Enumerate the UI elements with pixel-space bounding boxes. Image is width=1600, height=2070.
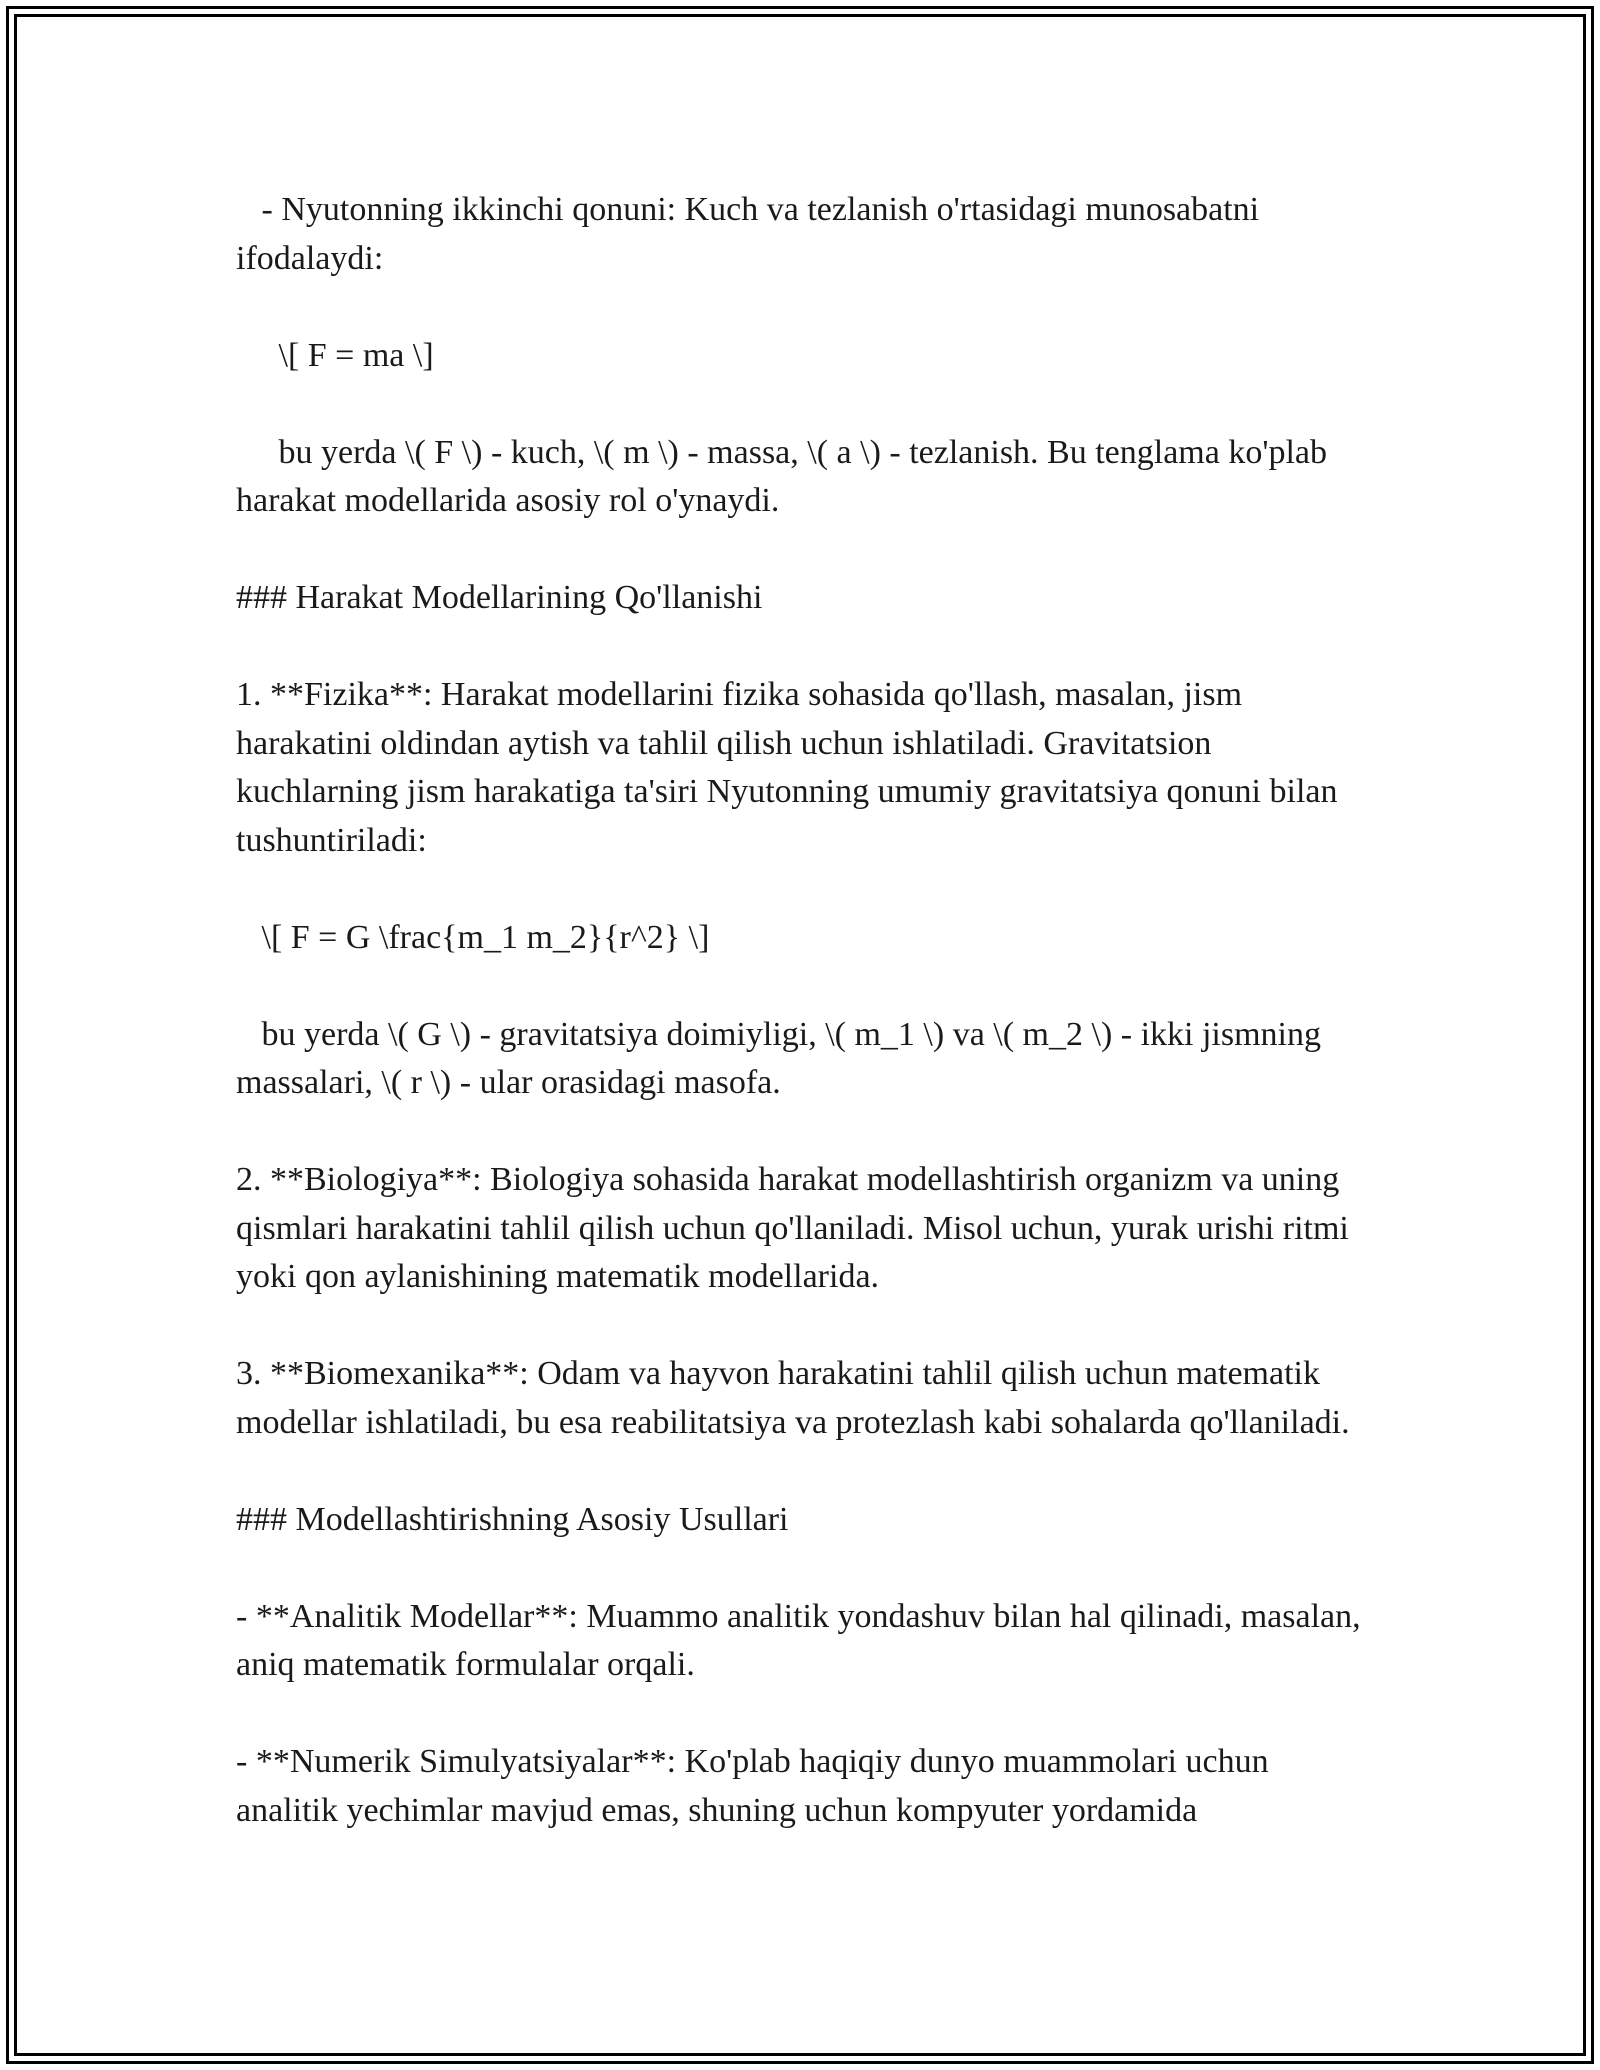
paragraph-spacer (236, 1544, 1366, 1593)
paragraph-spacer (236, 1447, 1366, 1496)
equation-gravitation: \[ F = G \frac{m_1 m_2}{r^2} \] (236, 918, 710, 956)
paragraph-force-definitions: bu yerda \( F \) - kuch, \( m \) - massa, \( a \) - tezlanish. Bu tenglama ko'plab harakat modellarida asosiy rol o'ynaydi. (236, 433, 1336, 519)
paragraph-spacer (236, 283, 1366, 332)
list-item-biomechanics: 3. **Biomexanika**: Odam va hayvon harakatini tahlil qilish uchun matematik modellar ishlatiladi, bu esa reabilitatsiya va protezlash kabi sohalarda qo'llaniladi. (236, 1355, 1350, 1441)
section-heading-applications: ### Harakat Modellarining Qo'llanishi (236, 579, 763, 616)
paragraph-spacer (236, 1302, 1366, 1351)
list-item-physics: 1. **Fizika**: Harakat modellarini fizika sohasida qo'llash, masalan, jism harakatini oldindan aytish va tahlil qilish uchun ishlatiladi. Gravitatsion kuchlarning jism harakatiga ta'siri Nyutonning umumiy gravitatsiya qonuni bilan tushuntiriladi: (236, 676, 1346, 859)
list-item-biology: 2. **Biologiya**: Biologiya sohasida harakat modellashtirish organizm va uning qismlari harakatini tahlil qilish uchun qo'llaniladi. Misol uchun, yurak urishi ritmi yoki qon aylanishining matematik modellarida. (236, 1161, 1358, 1295)
section-heading-methods: ### Modellashtirishning Asosiy Usullari (236, 1500, 789, 1538)
paragraph-spacer (236, 962, 1366, 1011)
paragraph-spacer (236, 623, 1366, 672)
paragraph-spacer (236, 1690, 1366, 1739)
paragraph-spacer (236, 380, 1366, 429)
paragraph-newton-second-law: - Nyutonning ikkinchi qonuni: Kuch va tezlanish o'rtasidagi munosabatni ifodalaydi: (236, 191, 1268, 277)
list-item-analytic-models: - **Analitik Modellar**: Muammo analitik yondashuv bilan hal qilinadi, masalan, aniq matematik formulalar orqali. (236, 1597, 1370, 1683)
paragraph-spacer (236, 526, 1366, 575)
equation-force-mass: \[ F = ma \] (236, 336, 434, 374)
document-body (236, 186, 1370, 1835)
paragraph-spacer (236, 865, 1366, 914)
paragraph-spacer (236, 1108, 1366, 1157)
list-item-numeric-simulations: - **Numerik Simulyatsiyalar**: Ko'plab haqiqiy dunyo muammolari uchun analitik yechimlar mavjud emas, shuning uchun kompyuter yordamida (236, 1743, 1278, 1829)
paragraph-gravitation-definitions: bu yerda \( G \) - gravitatsiya doimiyligi, \( m_1 \) va \( m_2 \) - ikki jismning massalari, \( r \) - ular orasidagi masofa. (236, 1015, 1330, 1101)
